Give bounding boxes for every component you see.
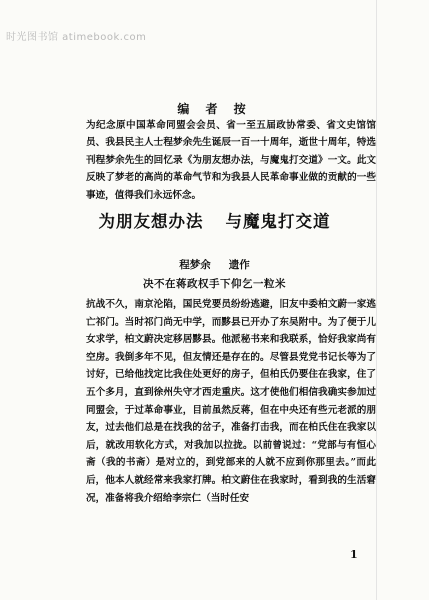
article-title-part-1: 为朋友想办法 xyxy=(98,212,204,231)
article-body: 抗战不久，南京沦陷，国民党要员纷纷逃避，旧友中委柏文蔚一家逃亡祁门。当时祁门尚无中学，而黟县已开办了东吴附中。为了便于儿女求学，柏文蔚决定移居黟县。他派秘书来和我联系，恰好我家尚有空房。我倒多年不见，但友情还是存在的。尽管县党党书记长等为了讨好，已给他找定比我住处更好的房子，但柏氏仍要住在我家，住了五个多月，直到徐州失守才西走重庆。这才使他们相信我确实参加过同盟会，于过革命事业，目前虽然反蒋，但在中央还有些元老派的朋友，过去他们总是在找我的岔子，准备打击我，而在柏氏住在我家以后，就改用软化方式，对我加以拉拢。以前曾说过：“党部与有恒心斋（我的书斋）是对立的，到党部来的人就不应到你那里去。”而此后，他本人就经常来我家打牌。柏文蔚住在我家时，看到我的生活窘况，准备将我介绍给李宗仁（当时任安 xyxy=(86,299,376,504)
article-title xyxy=(0,208,429,232)
author-role: 遗作 xyxy=(228,259,250,271)
editor-note-text: 为纪念原中国革命同盟会会员、省一至五届政协常委、省文史馆馆员、我县民主人士程梦余先生诞辰一百一十周年，逝世十周年，特选刊程梦余先生的回忆录《为朋友想办法，与魔鬼打交道》一文。此文反映了梦老的高尚的革命气节和为我县人民革命事业做的贡献的一些事迹，值得我们永远怀念。 xyxy=(86,120,376,201)
article-title-part-2: 与魔鬼打交道 xyxy=(225,212,331,231)
article-byline xyxy=(0,257,429,272)
page-number: 1 xyxy=(350,548,358,561)
author-name: 程梦余 xyxy=(179,259,211,271)
section-title: 决不在蒋政权手下仰乞一粒米 xyxy=(143,278,286,290)
editor-note-title: 编 者 按 xyxy=(177,102,252,116)
watermark-text: 时光图书馆 atimebook.com xyxy=(6,32,147,43)
